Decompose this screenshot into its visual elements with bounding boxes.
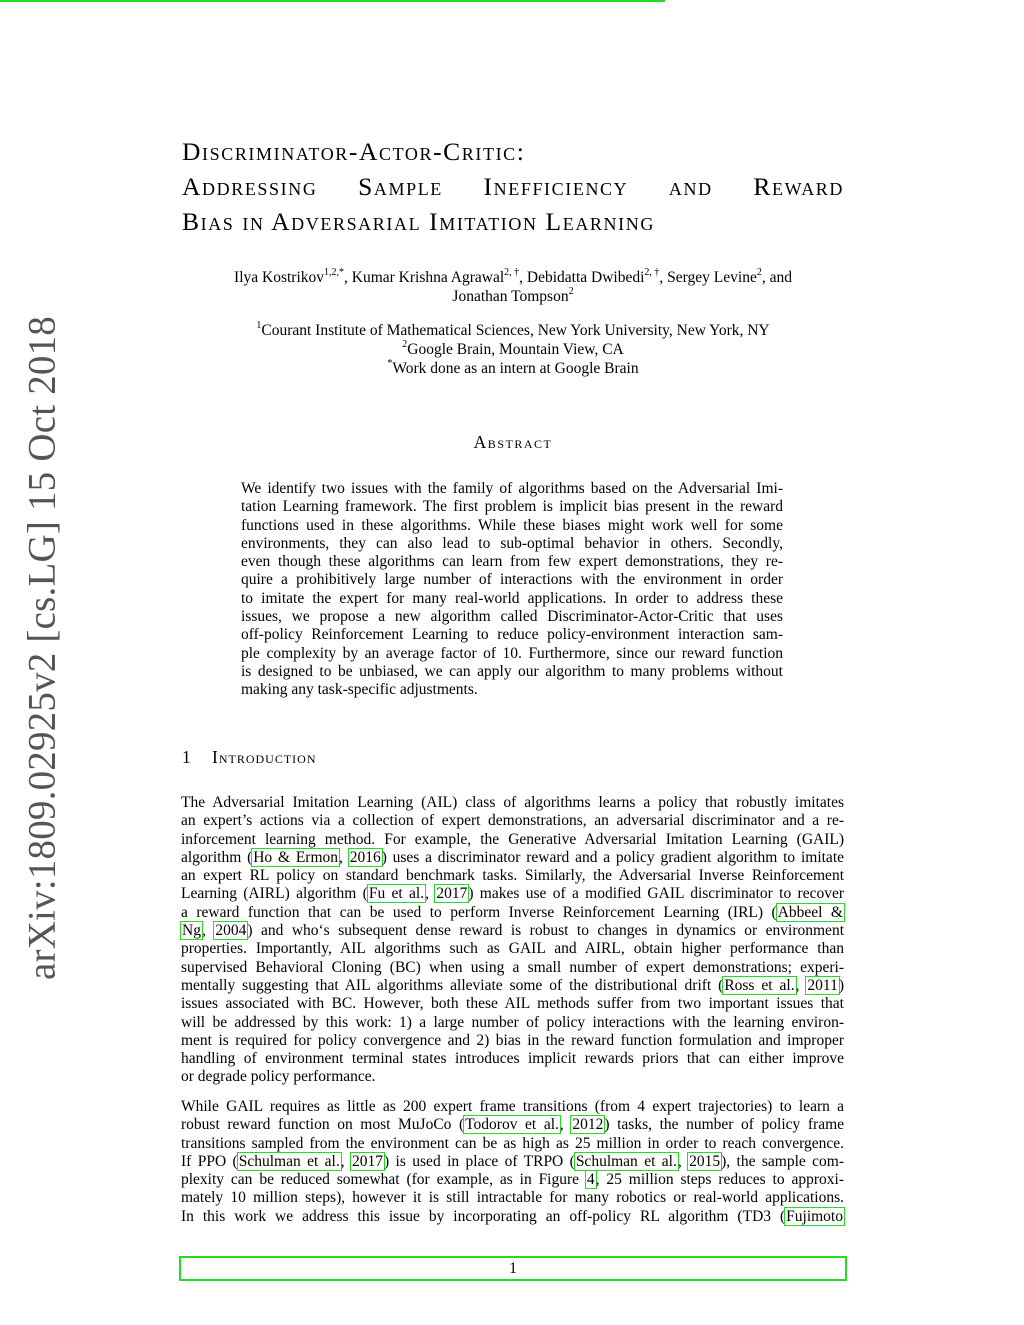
abstract-line: tation Learning framework. The first problem is implicit bias present in the reward [241,498,783,516]
text-fragment: ) makes use of a modified GAIL discriminator to recover [468,885,845,903]
affiliation-text: Google Brain, Mountain View, CA [407,341,624,358]
text-line: The Adversarial Imitation Learning (AIL) class of algorithms learns a policy that robustly imitates [181,794,844,811]
text-fragment: , [559,1116,572,1134]
abstract-heading: Abstract [473,432,553,452]
citation-link[interactable]: 2004 [215,922,247,940]
abstract-line: We identify two issues with the family of algorithms based on the Adversarial Imi- [241,480,783,497]
citation-link[interactable]: Ng [182,922,201,940]
citation-link[interactable]: 2011 [807,976,838,994]
text-line: transitions sampled from the environment can be as high as 25 million in order to reach convergence. [181,1134,844,1152]
affiliation-3 [182,359,844,378]
page-number-link[interactable] [179,1256,847,1281]
title-line-2: Addressing Sample Inefficiency and Reward [182,172,844,201]
text-line: ment is required for policy convergence and 2) bias in the reward function formulation and improper [181,1031,844,1049]
text-fragment: mentally suggesting that AIL algorithms alleviate some of the distributional drift ( [181,976,724,994]
text-fragment: In this work we address this issue by incorporating an off-policy RL algorithm (TD3 ( [181,1207,786,1225]
citation-link[interactable]: 2012 [572,1116,604,1134]
affiliation-mark: 2 [402,339,408,350]
top-link-border [0,0,665,2]
citation-link[interactable]: 2017 [352,1152,383,1170]
text-fragment: If PPO ( [181,1152,238,1170]
title-line-3: Bias in Adversarial Imitation Learning [182,207,655,236]
affiliation-list [182,321,844,378]
text-line: inforcement learning method. For example, the Generative Adversarial Imitation Learning (GAIL) [181,830,844,848]
text-fragment: , [795,976,807,994]
citation-link[interactable]: 2017 [436,885,468,903]
section-title: Introduction [212,747,317,767]
affiliation-1 [182,321,844,340]
text-line: issues associated with BC. However, both these AIL methods suffer from two important issues that [181,995,844,1013]
text-fragment: , [201,922,215,940]
citation-link[interactable]: Ho & Ermon [253,848,339,866]
citation-link[interactable]: 2016 [349,848,381,866]
text-fragment: a reward function that can be used to perform Inverse Reinforcement Learning (IRL) ( [181,903,777,921]
affiliation-mark: 1 [256,320,262,331]
text-line [181,977,844,995]
text-line [181,849,844,867]
text-line: an expert’s actions via a collection of expert demonstrations, an adversarial discriminator and a re- [181,812,844,830]
text-fragment: ) tasks, the number of policy frame [604,1116,845,1134]
text-line: handling of environment terminal states introduces implicit rewards priors that can either improve [181,1050,844,1068]
text-fragment: ) and who‘s subsequent dense reward is robust to changes in dynamics or environment [247,922,844,940]
text-fragment: Learning (AIRL) algorithm ( [181,885,368,903]
text-fragment: robust reward function on most MuJoCo ( [181,1116,465,1134]
text-line [181,1116,844,1134]
intro-paragraph-2 [181,1098,844,1226]
abstract-line: is designed to be unbiased, we can apply our algorithm to many problems without [241,662,783,680]
author-affil-mark: 2, † [644,267,660,278]
citation-link[interactable]: 2015 [689,1152,721,1170]
text-fragment: ), the sample com- [721,1152,845,1170]
abstract-line: even though these algorithms can learn from few expert demonstrations, they re- [241,553,783,571]
author-name: , Debidatta Dwibedi [519,269,645,286]
author-name: Jonathan Tompson [452,288,569,305]
text-line [181,904,844,922]
abstract-line: quire a prohibitively large number of interactions with the environment in order [241,571,783,589]
abstract-line: issues, we propose a new algorithm called Discriminator-Actor-Critic that uses [241,608,783,626]
text-fragment: ) uses a discriminator reward and a policy gradient algorithm to imitate [381,848,844,866]
author-name: , Sergey Levine [659,269,757,286]
abstract-line: to imitate the expert for many real-world applications. In order to address these [241,589,783,607]
abstract-body [241,480,783,700]
affiliation-mark: * [387,358,393,369]
text-fragment: ) is used in place of TRPO ( [384,1152,575,1170]
citation-link[interactable]: Todorov et al. [465,1116,559,1134]
arxiv-identifier: arXiv:1809.02925v2 [cs.LG] 15 Oct 2018 [20,316,64,980]
text-line: mately 10 million steps), however it is still intractable for many robotics or real-world applications. [181,1189,844,1207]
author-affil-mark: 2 [568,286,574,297]
text-fragment: , [677,1152,689,1170]
text-line: properties. Importantly, AIL algorithms such as GAIL and AIRL, obtain higher performance than [181,940,844,958]
abstract-line: environments, they can also lead to sub-optimal behavior in others. Secondly, [241,534,783,552]
page-number: 1 [509,1260,517,1277]
text-line [181,922,844,940]
author-affil-mark: 2 [756,267,762,278]
text-fragment: , [340,1152,351,1170]
text-fragment: , [425,885,436,903]
text-line: supervised Behavioral Cloning (BC) when using a small number of expert demonstrations; experi- [181,958,844,976]
author-name: , Kumar Krishna Agrawal [344,269,505,286]
author-line-2 [182,287,844,306]
abstract-line: making any task-specific adjustments. [241,681,478,699]
citation-link[interactable]: Schulman et al. [238,1152,340,1170]
citation-link[interactable]: Fu et al. [368,885,425,903]
affiliation-text: Work done as an intern at Google Brain [392,360,639,377]
text-fragment: , [339,848,349,866]
text-fragment: plexity can be reduced somewhat (for example, as in Figure [181,1171,586,1189]
text-line [181,1208,844,1226]
text-line [181,885,844,903]
text-line: While GAIL requires as little as 200 expert frame transitions (from 4 expert trajectories) to learn a [181,1098,844,1115]
text-line [181,1171,844,1189]
citation-link[interactable]: Fujimoto [786,1207,843,1225]
author-list [182,268,844,306]
abstract-line: off-policy Reinforcement Learning to reduce policy-environment interaction sam- [241,626,783,644]
author-affil-mark: 2, † [504,267,520,278]
text-fragment: , 25 million steps reduces to approxi- [595,1171,844,1189]
affiliation-2 [182,340,844,359]
author-name: Ilya Kostrikov [234,269,325,286]
title-line-1: Discriminator-Actor-Critic: [182,137,526,166]
citation-link[interactable]: Ross et al. [724,976,795,994]
abstract-line: functions used in these algorithms. While these biases might work well for some [241,516,783,534]
section-number: 1 [182,747,192,767]
citation-link[interactable]: Abbeel & [777,903,843,921]
text-line: will be addressed by this work: 1) a large number of policy interactions with the learning environ- [181,1013,844,1031]
author-line-1 [182,268,844,287]
intro-paragraph-1 [181,794,844,1087]
author-affil-mark: 1,2,* [324,267,345,278]
figure-link[interactable]: 4 [586,1171,595,1189]
section-heading-introduction [182,747,317,768]
abstract-line: ple complexity by an average factor of 10. Furthermore, since our reward function [241,644,783,662]
affiliation-text: Courant Institute of Mathematical Sciences, New York University, New York, NY [261,322,770,339]
text-fragment: ) [838,976,844,994]
author-conjunction: , and [761,269,792,286]
text-line: an expert RL policy on standard benchmark tasks. Similarly, the Adversarial Inverse Reinforcement [181,867,844,885]
paper-title [182,134,844,239]
text-line [181,1153,844,1171]
citation-link[interactable]: Schulman et al. [575,1152,677,1170]
text-fragment: algorithm ( [181,848,253,866]
text-line: or degrade policy performance. [181,1068,376,1086]
